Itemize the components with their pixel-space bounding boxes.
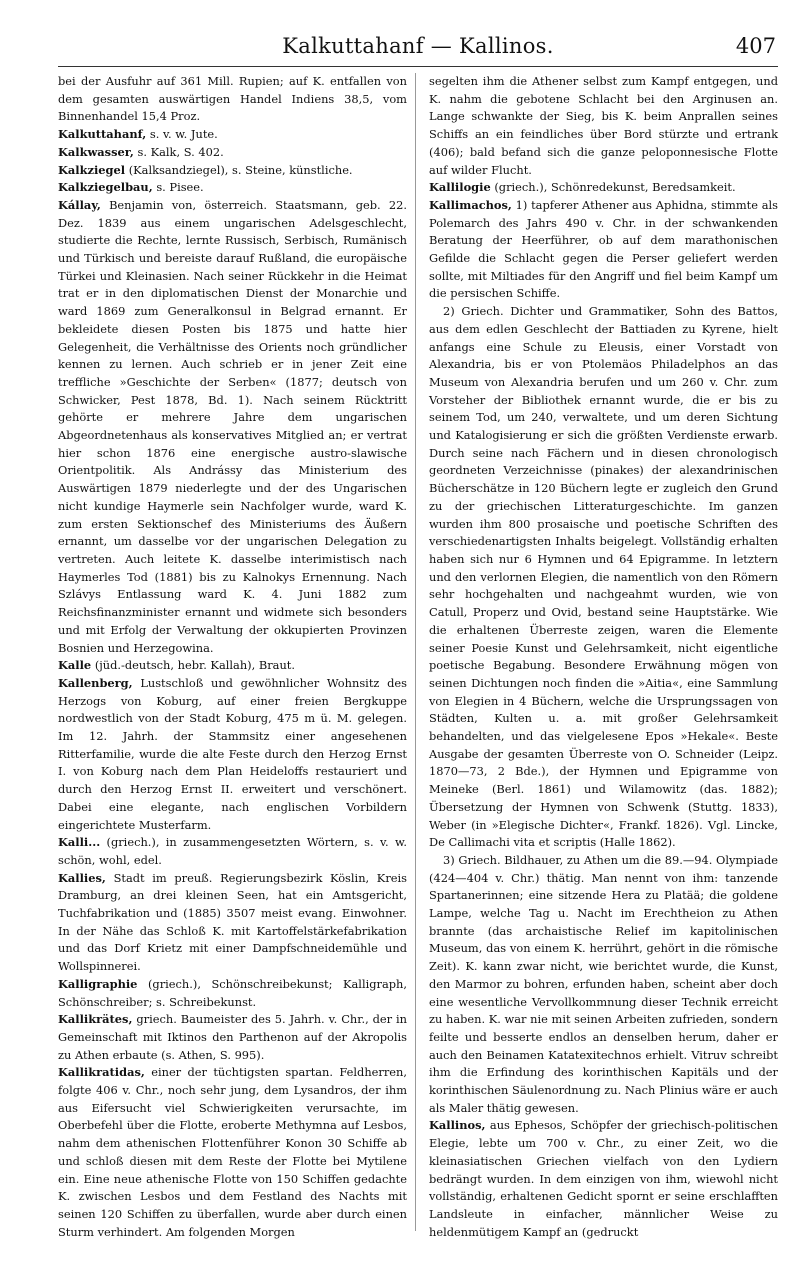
- text-columns: [58, 73, 778, 1241]
- dictionary-entry: [58, 834, 407, 869]
- entry-headword: Kalkziegel: [58, 162, 126, 177]
- dictionary-entry: [58, 162, 407, 180]
- entry-text: griech. Baumeister des 5. Jahrh. v. Chr., der in Gemeinschaft mit Iktinos den Parthenon auf der Akropolis zu Athen erbaute (s. Athen, S. 995).: [58, 1012, 408, 1062]
- dictionary-entry: [58, 976, 407, 1011]
- entry-headword: Kállay,: [58, 197, 101, 212]
- entry-text: (griech.), Schönschreibekunst; Kalligraph, Schönschreiber; s. Schreibekunst.: [58, 976, 408, 1009]
- dictionary-entry: [58, 675, 407, 834]
- dictionary-entry: [58, 657, 407, 675]
- entry-text: Benjamin von, österreich. Staatsmann, geb. 22. Dez. 1839 aus einem ungarischen Adelsgeschlecht, studierte die Rechte, lernte Russisch, Serbisch, Rumänisch und Türkisch und bereiste darauf Rußland, die europäische Türkei und Kleinasien. Nach seiner Rückkehr in die Heimat trat er in den diplomatischen Dienst der Monarchie und ward 1869 zum Generalkonsul in Belgrad ernannt. Er bekleidete diesen Posten bis 1875 und hatte hier Gelegenheit, die Verhältnisse des Orients noch gründlicher kennen zu lernen. Auch schrieb er in jener Zeit eine treffliche »Geschichte der Serben« (1877; deutsch von Schwicker, Pest 1878, Bd. 1). Nach seinem Rücktritt gehörte er mehrere Jahre dem ungarischen Abgeordnetenhaus als konservatives Mitglied an; er vertrat hier schon 1876 eine energische austro-slawische Orientpolitik. Als Andrássy das Ministerium des Auswärtigen 1879 niederlegte und der des Ungarischen nicht kundige Haymerle sein Nachfolger wurde, ward K. zum ersten Sektionschef des Ministeriums des Äußern ernannt, um dasselbe vor der ungarischen Delegation zu vertreten. Auch leitete K. dasselbe interimistisch nach Haymerles Tod (1881) bis zu Kalnokys Ernennung. Nach Szlávys Entlassung ward K. 4. Juni 1882 zum Reichsfinanzminister ernannt und widmete sich besonders und mit Erfolg der Verwaltung der okkupierten Provinzen Bosnien und Herzegowina.: [58, 197, 408, 655]
- entry-text: aus Ephesos, Schöpfer der griechisch-politischen Elegie, lebte um 700 v. Chr., zu einer Zeit, wo die kleinasiatischen Griechen vielfach von den Lydiern bedrängt wurden. In dem einzigen von ihm, wiewohl nicht vollständig, erhaltenen Gedicht spornt er seine erschlafften Landsleute in einfacher, männlicher Weise zu heldenmütigem Kampf an (gedruckt: [429, 1118, 778, 1239]
- dictionary-entry: [58, 870, 407, 976]
- entry-text: s. Kalk, S. 402.: [137, 144, 224, 159]
- left-column: [58, 73, 407, 1241]
- entry-text: (Kalksandziegel), s. Steine, künstliche.: [128, 162, 353, 177]
- entry-headword: Kallikrätes,: [58, 1012, 133, 1027]
- entry-text: s. Pisee.: [156, 180, 204, 195]
- entry-text: 2) Griech. Dichter und Grammatiker, Sohn des Battos, aus dem edlen Geschlecht der Battiaden zu Kyrene, hielt anfangs eine Schule zu Eleusis, einer Vorstadt von Alexandria, bis er von Ptolemäos Philadelphos an das Museum von Alexandria berufen und um 260 v. Chr. zum Vorsteher der Bibliothek ernannt wurde, die er bis zu seinem Tod, um 240, verwaltete, und um deren Sichtung und Katalogisierung er sich die größten Verdienste erwarb. Durch seine nach Fächern und in diesen chronologisch geordneten Verzeichnisse (pinakes) der alexandrinischen Bücherschätze in 120 Büchern legte er zugleich den Grund zu der griechischen Litteraturgeschichte. Im ganzen wurden ihm 800 prosaische und poetische Schriften des verschiedenartigsten Inhalts beigelegt. Vollständig erhalten haben sich nur 6 Hymnen und 64 Epigramme. In letztern und den verlornen Elegien, die namentlich von den Römern sehr hochgehalten und nachgeahmt wurden, wie von Catull, Properz und Ovid, bestand seine Hauptstärke. Wie die erhaltenen Überreste zeigen, waren die Elemente seiner Poesie Kunst und Gelehrsamkeit, nicht eigentliche poetische Begabung. Besondere Erwähnung mögen von seinen Dichtungen noch finden die »Aitia«, eine Sammlung von Elegien in 4 Büchern, welche die Ursprungssagen von Städten, Kulten u. a. mit großer Gelehrsamkeit behandelten, und das vielgelesene Epos »Hekale«. Beste Ausgabe der gesamten Überreste von O. Schneider (Leipz. 1870—73, 2 Bde.), der Hymnen und Epigramme von Meineke (Berl. 1861) und Wilamowitz (das. 1882); Übersetzung der Hymnen von Schwenk (Stuttg. 1833), Weber (in »Elegische Dichter«, Frankf. 1826). Vgl. Lincke, De Callimachi vita et scriptis (Halle 1862).: [429, 304, 778, 850]
- dictionary-entry: [429, 179, 778, 197]
- dictionary-entry: [429, 197, 778, 303]
- dictionary-entry: [58, 144, 407, 162]
- dictionary-entry: [58, 197, 407, 657]
- entry-text: 1) tapferer Athener aus Aphidna, stimmte als Polemarch des Jahrs 490 v. Chr. in der schwankenden Beratung der Heerführer, ob auf dem marathonischen Gefilde die Schlacht gegen die Perser geliefert werden sollte, mit Miltiades für den Angriff und fiel beim Kampf um die persischen Schiffe.: [429, 197, 779, 301]
- entry-headword: Kalli...: [58, 835, 101, 850]
- entry-text: Stadt im preuß. Regierungsbezirk Köslin, Kreis Dramburg, an drei kleinen Seen, hat ein Amtsgericht, Tuchfabrikation und (1885) 3507 meist evang. Einwohner. In der Nähe das Schloß K. mit Kartoffelstärkefabrikation und das Dorf Krietz mit einer Dampfschneidemühle und Wollspinnerei.: [58, 870, 407, 974]
- dictionary-entry: [58, 1011, 407, 1064]
- entry-headword: Kalle: [58, 658, 92, 673]
- dictionary-entry: [58, 1064, 407, 1241]
- column-divider: [415, 73, 416, 1231]
- entry-headword: Kallimachos,: [429, 197, 512, 212]
- entry-text: Lustschloß und gewöhnlicher Wohnsitz des Herzogs von Koburg, auf einer freien Bergkuppe nordwestlich von der Stadt Koburg, 475 m ü. M. gelegen. Im 12. Jahrh. der Stammsitz einer angesehenen Ritterfamilie, wurde die alte Feste durch den Herzog Ernst I. von Koburg nach dem Plan Heideloffs restauriert und durch den Herzog Ernst II. erweitert und verschönert. Dabei eine elegante, nach englischen Vorbildern eingerichtete Musterfarm.: [58, 675, 407, 832]
- entry-headword: Kallies,: [58, 870, 106, 885]
- entry-text: (jüd.-deutsch, hebr. Kallah), Braut.: [94, 658, 295, 673]
- page-number: 407: [735, 34, 776, 58]
- entry-headword: Kalligraphie: [58, 976, 138, 991]
- running-head: Kalkuttahanf — Kallinos.: [282, 34, 554, 58]
- entry-headword: Kallinos,: [429, 1118, 486, 1133]
- dictionary-entry: [429, 1117, 778, 1241]
- entry-headword: Kallilogie: [429, 180, 491, 195]
- right-column: [429, 73, 778, 1241]
- dictionary-entry: [429, 852, 778, 1118]
- entry-text: bei der Ausfuhr auf 361 Mill. Rupien; auf K. entfallen von dem gesamten auswärtigen Handel Indiens 38,5, vom Binnenhandel 15,4 Proz.: [58, 74, 407, 124]
- entry-text: segelten ihm die Athener selbst zum Kampf entgegen, und K. nahm die gebotene Schlacht bei den Arginusen an. Lange schwankte der Sieg, bis K. beim Anprallen seines Schiffs an ein feindliches über Bord stürzte und ertrank (406); bald befand sich die ganze peloponnesische Flotte auf wilder Flucht.: [429, 74, 778, 177]
- entry-headword: Kallikratidas,: [58, 1065, 145, 1080]
- dictionary-entry: [58, 179, 407, 197]
- entry-text: (griech.), Schönredekunst, Beredsamkeit.: [494, 180, 736, 195]
- entry-headword: Kallenberg,: [58, 675, 133, 690]
- dictionary-entry: [429, 73, 778, 179]
- entry-text: 3) Griech. Bildhauer, zu Athen um die 89.—94. Olympiade (424—404 v. Chr.) thätig. Man nennt von ihm: tanzende Spartanerinnen; eine sitzende Hera zu Platää; die goldene Lampe, welche Tag u. Nacht im Erechtheion zu Athen brannte (das archaistische Relief im kapitolinischen Museum, das von einem K. herrührt, gehört in die römische Zeit). K. kann zwar nicht, wie berichtet wurde, die Kunst, den Marmor zu bohren, erfunden haben, scheint aber doch eine wesentliche Vervollkommnung dieser Technik erreicht zu haben. K. war nie mit seinen Arbeiten zufrieden, sondern feilte und besserte endlos an denselben herum, daher er auch den Beinamen Katatexitechnos erhielt. Vitruv schreibt ihm die Erfindung des korinthischen Kapitäls und der korinthischen Säulenordnung zu. Nach Plinius wäre er auch als Maler thätig gewesen.: [429, 852, 778, 1115]
- entry-headword: Kalkwasser,: [58, 144, 134, 159]
- entry-text: einer der tüchtigsten spartan. Feldherren, folgte 406 v. Chr., noch sehr jung, dem Lysandros, der ihm aus Eifersucht viel Schwierigkeiten verursachte, im Oberbefehl über die Flotte, eroberte Methymna auf Lesbos, nahm dem athenischen Flottenführer Konon 30 Schiffe ab und schloß diesen mit dem Reste der Flotte bei Mytilene ein. Eine neue athenische Flotte von 150 Schiffen gedachte K. zwischen Lesbos und dem Festland des Nachts mit seinen 120 Schiffen zu überfallen, wurde aber durch einen Sturm verhindert. Am folgenden Morgen: [58, 1065, 407, 1239]
- entry-text: s. v. w. Jute.: [149, 127, 218, 142]
- dictionary-entry: [429, 303, 778, 852]
- dictionary-entry: [58, 73, 407, 126]
- entry-headword: Kalkziegelbau,: [58, 180, 153, 195]
- entry-headword: Kalkuttahanf,: [58, 127, 147, 142]
- dictionary-entry: [58, 126, 407, 144]
- page-header: [58, 30, 778, 67]
- entry-text: (griech.), in zusammengesetzten Wörtern, s. v. w. schön, wohl, edel.: [58, 835, 407, 867]
